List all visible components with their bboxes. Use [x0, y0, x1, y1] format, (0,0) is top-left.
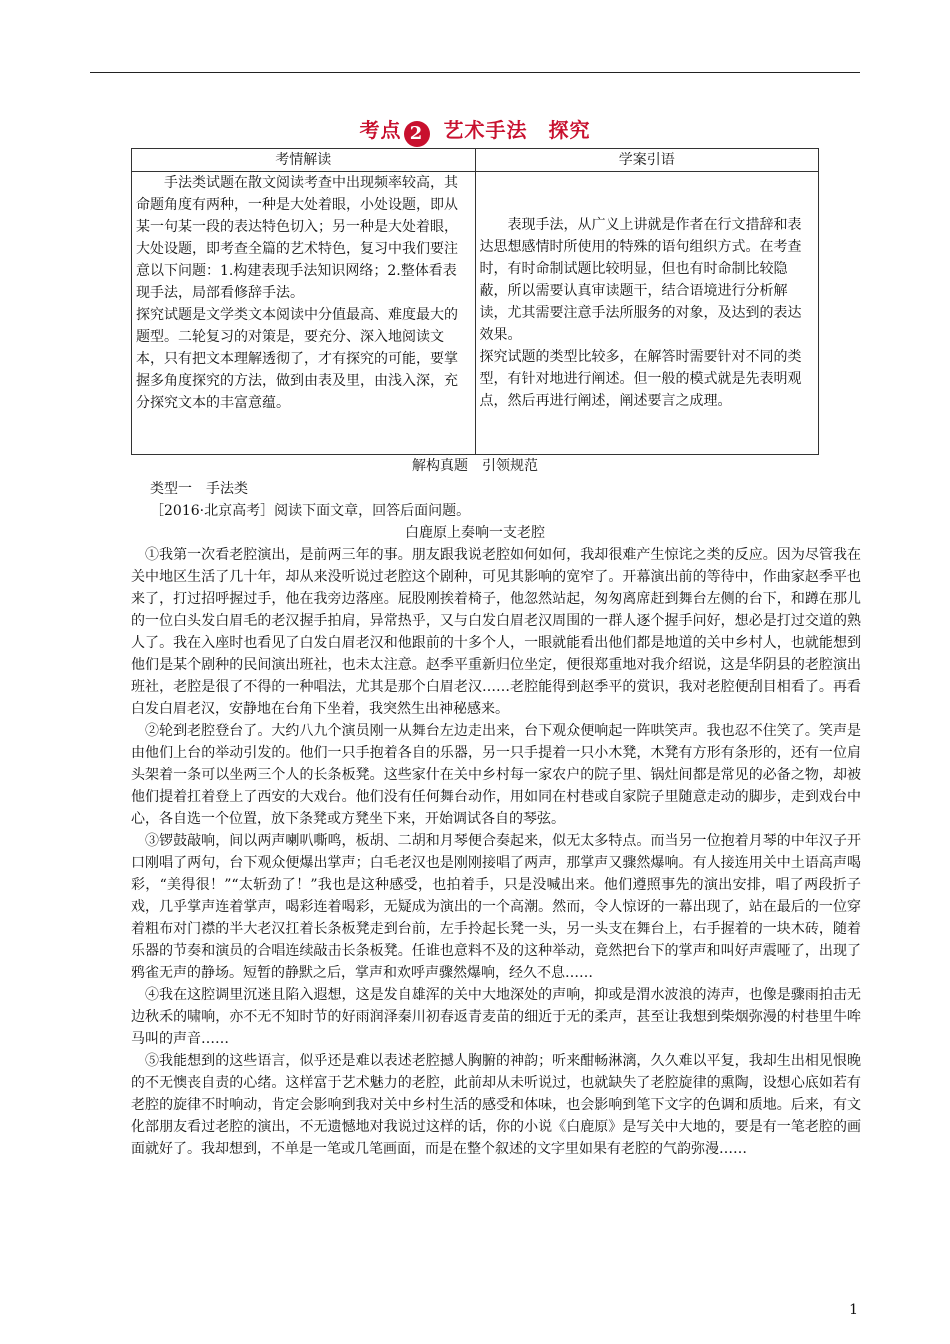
info-table [131, 148, 819, 455]
table-cell-left [132, 172, 476, 455]
right-paragraph: 表现手法，从广义上讲就是作者在行文措辞和表达思想感情时所使用的特殊的语句组织方式。在考查时，有时命制试题比较明显，但也有时命制比较隐蔽，所以需要认真审读题干，结合语境进行分析解读，尤其需要注意手法所服务的对象，及达到的表达效果。 [479, 217, 802, 343]
source-line: ［2016·北京高考］阅读下面文章，回答后面问题。 [150, 503, 471, 519]
type-label: 类型一 手法类 [150, 481, 248, 497]
article-paragraph: ①我第一次看老腔演出，是前两三年的事。朋友跟我说老腔如何如何，我却很难产生惊诧之类的反应。因为尽管我在关中地区生活了几十年，却从来没听说过老腔这个剧种，可见其影响的宽窄了。开幕演出前的等待中，作曲家赵季平也来了，打过招呼握过手，他在我旁边落座。屁股刚挨着椅子，他忽然站起，匆匆离席赶到舞台左侧的台下，和蹲在那儿的一位白头发白眉毛的老汉握手拍肩，异常热乎，又与白发白眉老汉周围的一群人逐个握手问好，想必是打过交道的熟人了。我在入座时也看见了白发白眉老汉和他跟前的十多个人，一眼就能看出他们都是地道的关中乡村人，也就能想到他们是某个剧种的民间演出班社，也未太注意。赵季平重新归位坐定，便很郑重地对我介绍说，这是华阴县的老腔演出班社，老腔是很了不得的一种唱法，尤其是那个白眉老汉……老腔能得到赵季平的赏识，我对老腔便刮目相看了。再看白发白眉老汉，安静地在台角下坐着，我突然生出神秘感来。 [131, 547, 861, 717]
section-heading [0, 114, 950, 147]
article-paragraph: ④我在这腔调里沉迷且陷入遐想，这是发自雄浑的关中大地深处的声响，抑或是渭水波浪的涛声，也像是骤雨拍击无边秋禾的啸响，亦不无不知时节的好雨润泽秦川初春返青麦苗的细近于无的柔声，甚至让我想到柴烟弥漫的村巷里牛哞马叫的声音…… [131, 987, 861, 1047]
section-title: 解构真题 引领规范 [412, 458, 538, 474]
left-paragraph: 探究试题是文学类文本阅读中分值最高、难度最大的题型。二轮复习的对策是，要充分、深入地阅读文本，只有把文本理解透彻了，才有探究的可能，要掌握多角度探究的方法，做到由表及里，由浅入深，充分探究文本的丰富意蕴。 [136, 307, 458, 411]
heading-title: 艺术手法 探究 [443, 118, 591, 142]
article-paragraph: ③锣鼓敲响，间以两声喇叭嘶鸣，板胡、二胡和月琴便合奏起来，似无太多特点。而当另一位抱着月琴的中年汉子开口刚唱了两句，台下观众便爆出掌声；白毛老汉也是刚刚接唱了两声，那掌声又骤然爆响。有人接连用关中土语高声喝彩，“美得很！”“太斩劲了！”我也是这种感受，也拍着手，只是没喊出来。他们遵照事先的演出安排，唱了两段折子戏，几乎掌声连着掌声，喝彩连着喝彩，无疑成为演出的一个高潮。然而，令人惊讶的一幕出现了，站在最后的一位穿着粗布对门襟的半大老汉扛着长条板凳走到台前，左手拎起长凳一头，另一头支在舞台上，右手握着的一块木砖，随着乐器的节奏和演员的合唱连续敲击长条板凳。任谁也意料不及的这种举动，竟然把台下的掌声和叫好声震哑了，出现了鸦雀无声的静场。短暂的静默之后，掌声和欢呼声骤然爆响，经久不息…… [131, 833, 861, 981]
article-body [131, 544, 861, 1160]
left-paragraph: 手法类试题在散文阅读考查中出现频率较高，其命题角度有两种，一种是大处着眼，小处设题，即从某一句某一段的表达特色切入；另一种是大处着眼，大处设题，即考查全篇的艺术特色，复习中我们要注意以下问题：1.构建表现手法知识网络；2.整体看表现手法，局部看修辞手法。 [136, 175, 458, 301]
table-header-left: 考情解读 [132, 149, 476, 172]
article-paragraph: ⑤我能想到的这些语言，似乎还是难以表述老腔撼人胸腑的神韵；听来酣畅淋漓，久久难以平复，我却生出相见恨晚的不无懊丧自责的心绪。这样富于艺术魅力的老腔，此前却从未听说过，也就缺失了老腔旋律的熏陶，设想心底如若有老腔的旋律不时响动，肯定会影响到我对关中乡村生活的感受和体味，也会影响到笔下文字的色调和质地。后来，有文化部朋友看过老腔的演出，不无遗憾地对我说过这样的话，你的小说《白鹿原》是写关中大地的，要是有一笔老腔的画面就好了。我却想到，不单是一笔或几笔画面，而是在整个叙述的文字里如果有老腔的气韵弥漫…… [131, 1053, 861, 1157]
heading-number-badge: 2 [404, 121, 430, 147]
table-cell-right [475, 172, 819, 455]
heading-prefix: 考点 [359, 118, 402, 142]
article-title: 白鹿原上奏响一支老腔 [405, 525, 545, 541]
page-number: 1 [849, 1302, 858, 1318]
article-paragraph: ②轮到老腔登台了。大约八九个演员刚一从舞台左边走出来，台下观众便响起一阵哄笑声。我也忍不住笑了。笑声是由他们上台的举动引发的。他们一只手抱着各自的乐器，另一只手提着一只小木凳，木凳有方形有条形的，还有一位肩头架着一条可以坐两三个人的长条板凳。这些家什在关中乡村每一家农户的院子里、锅灶间都是常见的必备之物，却被他们提着扛着登上了西安的大戏台。他们没有任何舞台动作，用如同在村巷或自家院子里随意走动的脚步，走到戏台中心，各自选一个位置，放下条凳或方凳坐下来，开始调试各自的琴弦。 [131, 723, 861, 827]
top-rule [90, 72, 860, 73]
right-paragraph: 探究试题的类型比较多，在解答时需要针对不同的类型，有针对地进行阐述。但一般的模式就是先表明观点，然后再进行阐述，阐述要言之成理。 [479, 349, 802, 409]
table-header-right: 学案引语 [475, 149, 819, 172]
